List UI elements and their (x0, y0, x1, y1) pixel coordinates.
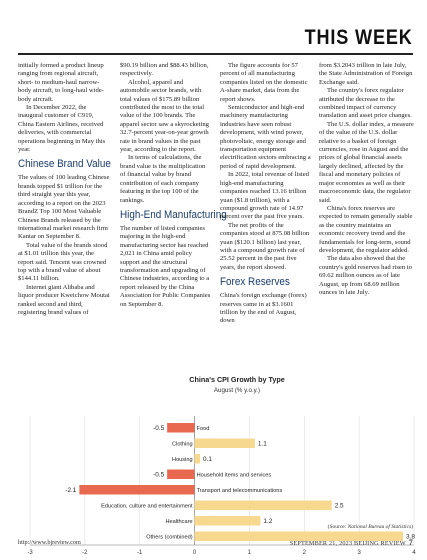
paragraph: The U.S. dollar index, a measure of the value of the U.S. dollar relative to a basket of foreign currencies, rose in August and the prices of global financial assets largely declined, affected by the fiscal and monetary policies of major economies as well as their macroeconomic data, the regulator said. (319, 120, 414, 204)
paragraph: The data also showed that the country's gold reserves had risen to 69.62 million ounces as of late August, up from 68.69 million ounces in late July. (319, 255, 412, 296)
bar-value-label: 1.1 (257, 440, 267, 448)
paragraph: The figure accounts for 57 percent of all manufacturing companies listed on the domestic A-share market, data from the report shows. (220, 62, 308, 103)
paragraph: Internet giant Alibaba and liquor producer Kweichow Moutai ranked second and third, registering brand values of (18, 283, 110, 316)
bar (195, 501, 332, 511)
bar-value-label: 0.1 (203, 455, 212, 463)
paragraph: from $3.2043 trillion in late July, the State Administration of Foreign Exchange said. (319, 62, 413, 86)
section-heading: Forex Reserves (220, 276, 290, 289)
paragraph: $90.19 billion and $88.43 billion, respectively. (120, 62, 209, 78)
bar-value-label: -0.5 (153, 424, 165, 432)
footer-date: SEPTEMBER 21, 2023 BEIJING REVIEW (289, 540, 406, 547)
x-tick-label: -3 (27, 550, 33, 556)
bar (195, 454, 200, 464)
page-number: 7 (408, 538, 413, 547)
footer-url[interactable]: http://www.bjreview.com (18, 539, 81, 546)
paragraph: initially formed a product lineup ranging from regional aircraft, short- to medium-haul narrow-body aircraft, to long-haul wide-body aircraft. (18, 62, 104, 103)
section-heading: Chinese Brand Value (18, 158, 111, 171)
bar-value-label: 1.2 (263, 517, 273, 525)
paragraph: The country's forex regulator attributed the decrease to the combined impact of currency translation and asset price changes. (319, 87, 412, 120)
bar (195, 516, 261, 526)
paragraph: In December 2022, the inaugural customer of C919, China Eastern Airlines, received deliveries, with commercial operations beginning in May this year. (18, 104, 106, 154)
bar (79, 485, 194, 495)
bar (167, 470, 194, 480)
paragraph: The number of listed companies majoring in the high-end manufacturing sector has reached 2,021 in China amid policy support and the structural transformation and upgrading of Chinese industries, according to a report released by the China Association for Public Companies on September 8. (120, 224, 211, 308)
category-label: Food (196, 425, 210, 432)
source-prefix: (Source: (327, 524, 348, 530)
category-label: Education, culture and entertainment (101, 503, 193, 510)
bar-value-label: -0.5 (153, 471, 165, 479)
chart-title: China's CPI Growth by Type (189, 375, 285, 384)
footer-issue (290, 538, 413, 547)
paragraph: The values of 100 leading Chinese brands topped $1 trillion for the third straight year this year, according to a report on the 2023 BrandZ Top 100 Most Valuable Chinese Brands released by the international market research firm Kantar on September 8. (18, 174, 110, 241)
source-suffix: ) (411, 524, 413, 530)
x-tick-label: 4 (412, 550, 416, 556)
category-label: Others (combined) (146, 534, 193, 541)
source-name: National Bureau of Statistics (347, 524, 412, 530)
x-tick-label: -2 (82, 550, 88, 556)
paragraph: In 2022, total revenue of listed high-end manufacturing companies reached 13.16 trillion yuan ($1.8 trillion), with a compound growth rate of 14.97 percent over the past five years. (220, 171, 309, 221)
category-label: Healthcare (165, 518, 193, 525)
column-3 (220, 62, 312, 326)
header (0, 0, 427, 56)
category-label: Transport and telecommunications (196, 487, 283, 494)
category-label: Housing (172, 456, 193, 463)
x-tick-label: 1 (247, 550, 252, 556)
bar (195, 439, 255, 449)
paragraph: China's forex reserves are expected to remain generally stable as the country maintains an economic recovery trend and the fundamentals for long-term, sound development, the regulator added. (319, 204, 413, 254)
x-tick-label: 0 (192, 550, 197, 556)
paragraph: The net profits of the companies stood at 875.08 billion yuan ($120.1 billion) last year, with a compound growth rate of 25.52 percent in the past five years, the report showed. (220, 221, 310, 271)
chart-source (328, 524, 413, 530)
x-tick-label: -1 (137, 550, 143, 556)
category-label: Clothing (172, 441, 193, 448)
bar-value-label: -2.1 (65, 486, 77, 494)
section-heading: High-End Manufacturing (120, 208, 227, 221)
paragraph: In terms of calculations, the brand value is the multiplication of financial value by brand contribution of each company featuring in the top 100 of the rankings. (120, 154, 206, 204)
chart-subtitle: August (% y.o.y.) (213, 387, 261, 394)
category-label: Household items and services (196, 472, 272, 479)
column-1 (18, 62, 110, 317)
bar (167, 423, 194, 433)
column-2 (120, 62, 227, 309)
header-rule (18, 53, 413, 55)
bar-value-label: 3.8 (406, 533, 415, 541)
paragraph: Semiconductor and high-end machinery manufacturing industries have seen robust development, with wind power, photovoltaic, energy storage and transportation equipment electrification sectors embracing a period of rapid development. (220, 104, 311, 170)
x-tick-label: 3 (357, 550, 361, 556)
paragraph: China's foreign exchange (forex) reserves came in at $3.1601 trillion by the end of August, down (220, 292, 307, 325)
paragraph: Alcohol, apparel and automobile sector brands, with total values of $175.89 billion contributed the most to the total value of the 100 brands. The apparel sector saw a skyrocketing 32.7-percent year-on-year growth rate in brand values in the past year, according to the report. (120, 78, 209, 154)
bar-value-label: 2.5 (334, 502, 344, 510)
column-4 (319, 62, 414, 297)
x-tick-label: 2 (302, 550, 306, 556)
paragraph: Total value of the brands stood at $1.01 trillion this year, the report said. Tencent was crowned top with a brand value of about $144.11 billion. (18, 241, 108, 283)
section-title: THIS WEEK (304, 26, 413, 49)
